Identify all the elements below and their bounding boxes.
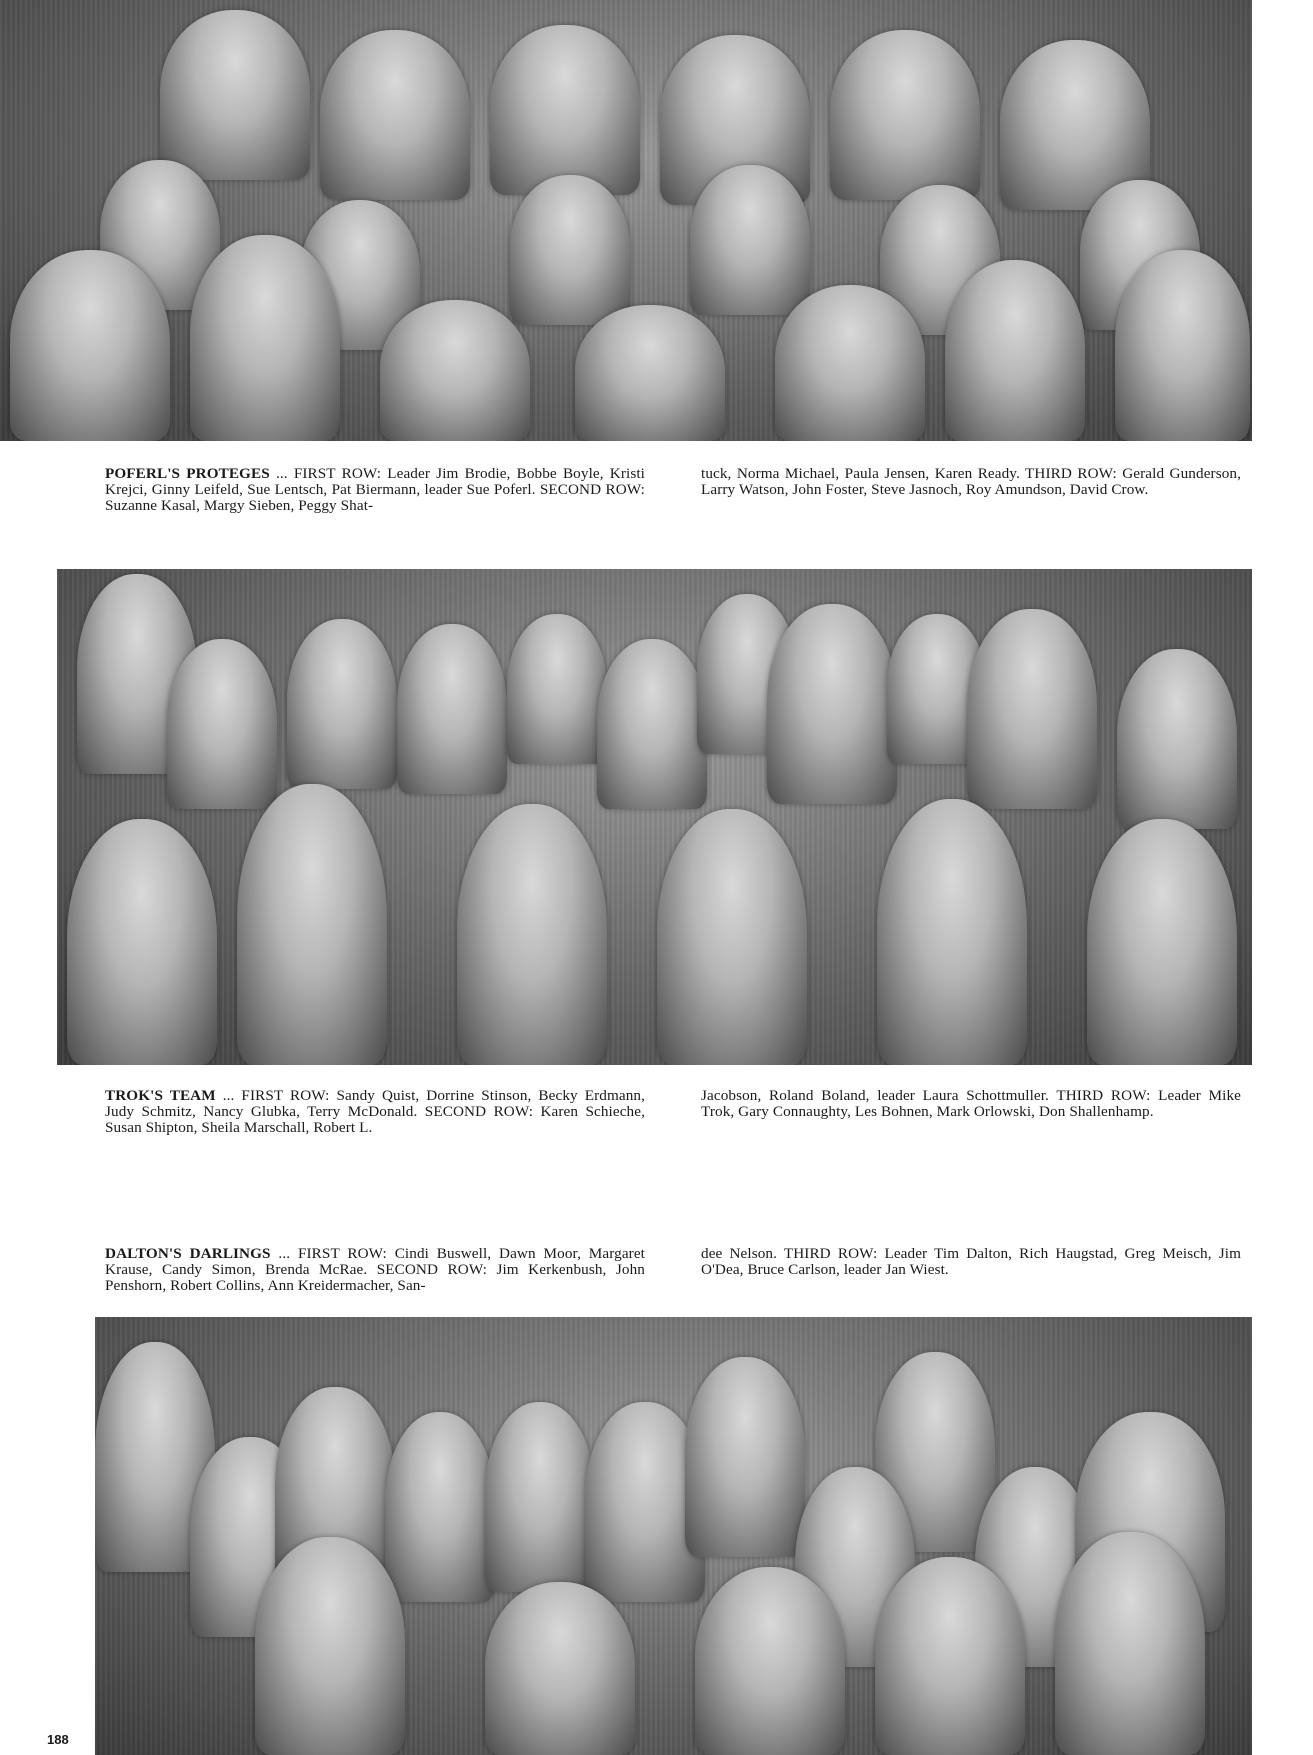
person-silhouette	[1055, 1532, 1205, 1755]
person-silhouette	[875, 1557, 1025, 1755]
person-silhouette	[320, 30, 470, 200]
caption-daltons-darlings-col1	[105, 1246, 645, 1294]
person-silhouette	[485, 1402, 595, 1592]
person-silhouette	[507, 614, 607, 764]
person-silhouette	[67, 819, 217, 1065]
caption-text: ... FIRST ROW: Cindi Buswell, Dawn Moor, Margaret Krause, Candy Simon, Brenda McRae. SECOND ROW: Jim Kerkenbush, John Penshorn, Robert Collins, Ann Kreidermacher, San-	[105, 1245, 645, 1294]
person-silhouette	[380, 300, 530, 441]
photo-troks-team	[57, 569, 1252, 1065]
caption-text: tuck, Norma Michael, Paula Jensen, Karen Ready. THIRD ROW: Gerald Gunderson, Larry Watson, John Foster, Steve Jasnoch, Roy Amundson, David Crow.	[701, 465, 1241, 498]
person-silhouette	[397, 624, 507, 794]
person-silhouette	[575, 305, 725, 441]
person-silhouette	[1087, 819, 1237, 1065]
photo-poferls-proteges	[0, 0, 1252, 441]
caption-poferls-proteges-col1	[105, 466, 645, 514]
person-silhouette	[657, 809, 807, 1065]
caption-poferls-proteges-col2	[701, 466, 1241, 498]
person-silhouette	[945, 260, 1085, 441]
person-silhouette	[167, 639, 277, 809]
caption-lead: POFERL'S PROTEGES	[105, 465, 270, 482]
person-silhouette	[967, 609, 1097, 809]
person-silhouette	[255, 1537, 405, 1755]
caption-lead: TROK'S TEAM	[105, 1087, 216, 1104]
person-silhouette	[385, 1412, 495, 1602]
person-silhouette	[190, 235, 340, 441]
person-silhouette	[1117, 649, 1237, 829]
photo-daltons-darlings	[95, 1317, 1252, 1755]
person-silhouette	[685, 1357, 805, 1557]
person-silhouette	[160, 10, 310, 180]
page-number: 188	[47, 1732, 69, 1747]
person-silhouette	[485, 1582, 635, 1755]
caption-troks-team-col1	[105, 1088, 645, 1136]
caption-text: ... FIRST ROW: Sandy Quist, Dorrine Stinson, Becky Erdmann, Judy Schmitz, Nancy Glubka, Terry McDonald. SECOND ROW: Karen Schieche, Susan Shipton, Sheila Marschall, Robert L.	[105, 1087, 645, 1136]
caption-text: Jacobson, Roland Boland, leader Laura Schottmuller. THIRD ROW: Leader Mike Trok, Gary Connaughty, Les Bohnen, Mark Orlowski, Don Shallenhamp.	[701, 1087, 1241, 1120]
person-silhouette	[490, 25, 640, 195]
caption-lead: DALTON'S DARLINGS	[105, 1245, 271, 1262]
person-silhouette	[1115, 250, 1250, 441]
person-silhouette	[695, 1567, 845, 1755]
person-silhouette	[830, 30, 980, 200]
person-silhouette	[597, 639, 707, 809]
person-silhouette	[767, 604, 897, 804]
caption-daltons-darlings-col2	[701, 1246, 1241, 1278]
person-silhouette	[510, 175, 630, 325]
person-silhouette	[237, 784, 387, 1065]
caption-text: ... FIRST ROW: Leader Jim Brodie, Bobbe Boyle, Kristi Krejci, Ginny Leifeld, Sue Lentsch, Pat Biermann, leader Sue Poferl. SECOND ROW: Suzanne Kasal, Margy Sieben, Peggy Shat-	[105, 465, 646, 514]
person-silhouette	[775, 285, 925, 441]
person-silhouette	[690, 165, 810, 315]
person-silhouette	[287, 619, 397, 789]
caption-troks-team-col2	[701, 1088, 1241, 1120]
caption-text: dee Nelson. THIRD ROW: Leader Tim Dalton, Rich Haugstad, Greg Meisch, Jim O'Dea, Bruce Carlson, leader Jan Wiest.	[701, 1245, 1241, 1278]
person-silhouette	[10, 250, 170, 441]
person-silhouette	[457, 804, 607, 1065]
person-silhouette	[877, 799, 1027, 1065]
